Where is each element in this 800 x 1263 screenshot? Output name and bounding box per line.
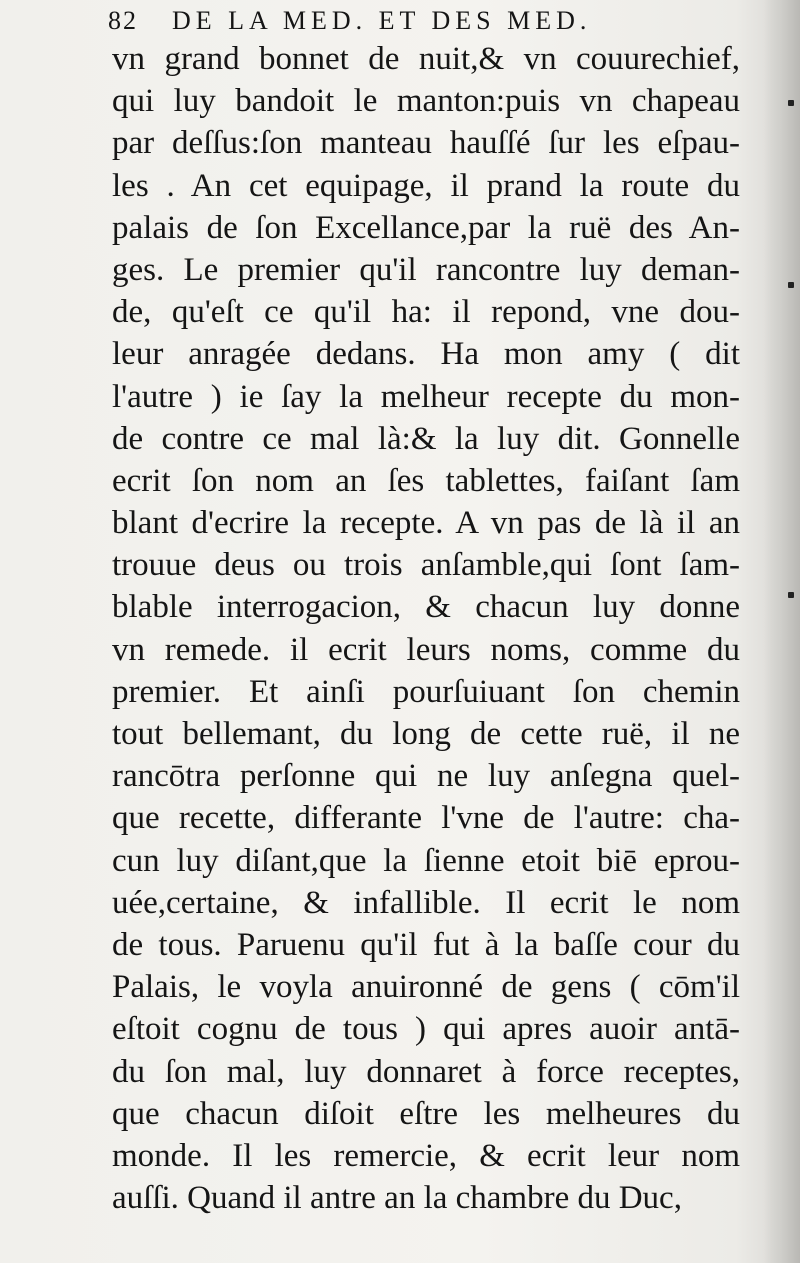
text-line: eſtoit cognu de tous ) qui apres auoir antā- [112,1011,740,1048]
margin-mark [788,100,794,106]
text-line: ecrit ſon nom an ſes tablettes, faiſant ſam [112,462,740,499]
text-line: l'autre ) ie ſay la melheur recepte du mon- [112,378,740,415]
text-line: ges. Le premier qu'il rancontre luy deman- [112,251,740,288]
running-head [108,4,758,38]
text-line: du ſon mal, luy donnaret à force receptes, [112,1053,740,1090]
text-line: que chacun diſoit eſtre les melheures du [112,1095,740,1132]
text-line: Palais, le voyla anuironné de gens ( cōm'il [112,969,740,1006]
page-edge-shadow [764,0,800,1263]
text-line: les . An cet equipage, il prand la route du [112,167,740,204]
page-number: 82 [108,6,138,35]
margin-mark [788,592,794,598]
margin-mark [788,282,794,288]
text-line: vn remede. il ecrit leurs noms, comme du [112,631,740,668]
text-line: rancōtra perſonne qui ne luy anſegna quel- [112,758,740,795]
text-line: premier. Et ainſi pourſuiuant ſon chemin [112,673,740,710]
text-line: blable interrogacion, & chacun luy donne [112,589,740,626]
text-line: palais de ſon Excellance,par la ruë des An- [112,209,740,246]
text-line: de contre ce mal là:& la luy dit. Gonnelle [112,420,740,457]
text-line: uée,certaine, & infallible. Il ecrit le nom [112,884,740,921]
text-line: vn grand bonnet de nuit,& vn couurechief, [112,41,740,77]
text-line: trouue deus ou trois anſamble,qui ſont ſam- [112,547,740,584]
text-line: que recette, differante l'vne de l'autre: cha- [112,800,740,837]
text-line: qui luy bandoit le manton:puis vn chapeau [112,83,740,120]
text-line: par deſſus:ſon manteau hauſſé ſur les eſpau- [112,125,740,162]
running-head-title: DE LA MED. ET DES MED. [172,6,592,35]
text-line: de tous. Paruenu qu'il fut à la baſſe cour du [112,926,740,963]
text-line: leur anragée dedans. Ha mon amy ( dit [112,336,740,373]
text-line: blant d'ecrire la recepte. A vn pas de là il an [112,505,740,542]
text-line: de, qu'eſt ce qu'il ha: il repond, vne dou- [112,294,740,331]
text-line: auſſi. Quand il antre an la chambre du Duc, [112,1180,682,1217]
text-line: tout bellemant, du long de cette ruë, il ne [112,716,740,752]
text-line: cun luy diſant,que la ſienne etoit biē eprou- [112,842,740,879]
text-line: monde. Il les remercie, & ecrit leur nom [112,1137,740,1174]
body-text [112,38,740,1219]
